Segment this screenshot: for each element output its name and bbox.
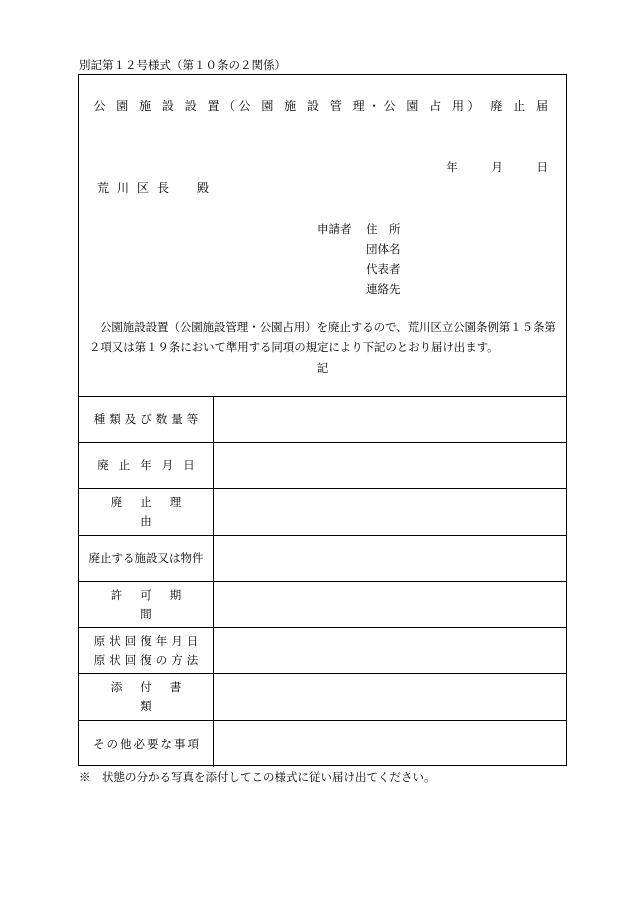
footnote: ※ 状態の分かる写真を添付してこの様式に従い届け出てください。 <box>79 770 436 784</box>
day-label: 日 <box>536 160 548 174</box>
row-value-field[interactable] <box>214 674 566 720</box>
ki-heading: 記 <box>316 361 329 375</box>
applicant-fields <box>366 219 401 299</box>
body-text: 公園施設設置（公園施設管理・公園占用）を廃止するので、荒川区立公園条例第１５条第２項又は第１９条において準用する同項の規定により下記のとおり届け出ます。 <box>89 320 556 354</box>
form-row-facility <box>79 536 566 582</box>
row-label-line1: 原状回復年月日 <box>93 633 203 648</box>
row-value-field[interactable] <box>214 397 566 442</box>
form-row-other <box>79 721 566 767</box>
form-row-abolition-reason <box>79 489 566 536</box>
form-row-kind-quantity <box>79 397 566 443</box>
applicant-field-organization: 団体名 <box>366 242 401 256</box>
form-title: 公 園 施 設 設 置（公 園 施 設 管 理・公 園 占 用） 廃 止 届 <box>93 99 552 113</box>
month-label: 月 <box>491 160 503 174</box>
row-label: 添付書類 <box>79 674 214 720</box>
row-value-field[interactable] <box>214 443 566 488</box>
row-label: 廃止理由 <box>79 489 214 535</box>
date-line <box>422 159 548 175</box>
form-row-permit-period <box>79 582 566 628</box>
row-value-field[interactable] <box>214 582 566 627</box>
row-label: 種類及び数量等 <box>79 397 214 442</box>
row-label: その他必要な事項 <box>79 721 214 767</box>
row-value-field[interactable] <box>214 721 566 767</box>
applicant-field-address: 住 所 <box>366 222 401 236</box>
form-frame <box>78 74 567 766</box>
applicant-role-label: 申請者 <box>317 222 352 236</box>
form-header <box>79 75 566 397</box>
applicant-field-representative: 代表者 <box>366 262 401 276</box>
row-label: 廃止年月日 <box>79 443 214 488</box>
form-row-abolition-date <box>79 443 566 489</box>
applicant-field-contact: 連絡先 <box>366 282 401 296</box>
row-label-line2: 原状回復の方法 <box>93 652 203 667</box>
form-row-restoration <box>79 628 566 674</box>
row-label: 許可期間 <box>79 582 214 627</box>
row-value-field[interactable] <box>214 489 566 535</box>
row-label <box>79 628 214 673</box>
form-row-attachments <box>79 674 566 721</box>
row-value-field[interactable] <box>214 628 566 673</box>
row-value-field[interactable] <box>214 536 566 581</box>
addressee: 荒川区長 殿 <box>97 181 218 195</box>
row-label: 廃止する施設又は物件 <box>79 536 214 581</box>
year-label: 年 <box>446 160 458 174</box>
form-number: 別記第１２号様式（第１０条の２関係） <box>79 58 286 72</box>
